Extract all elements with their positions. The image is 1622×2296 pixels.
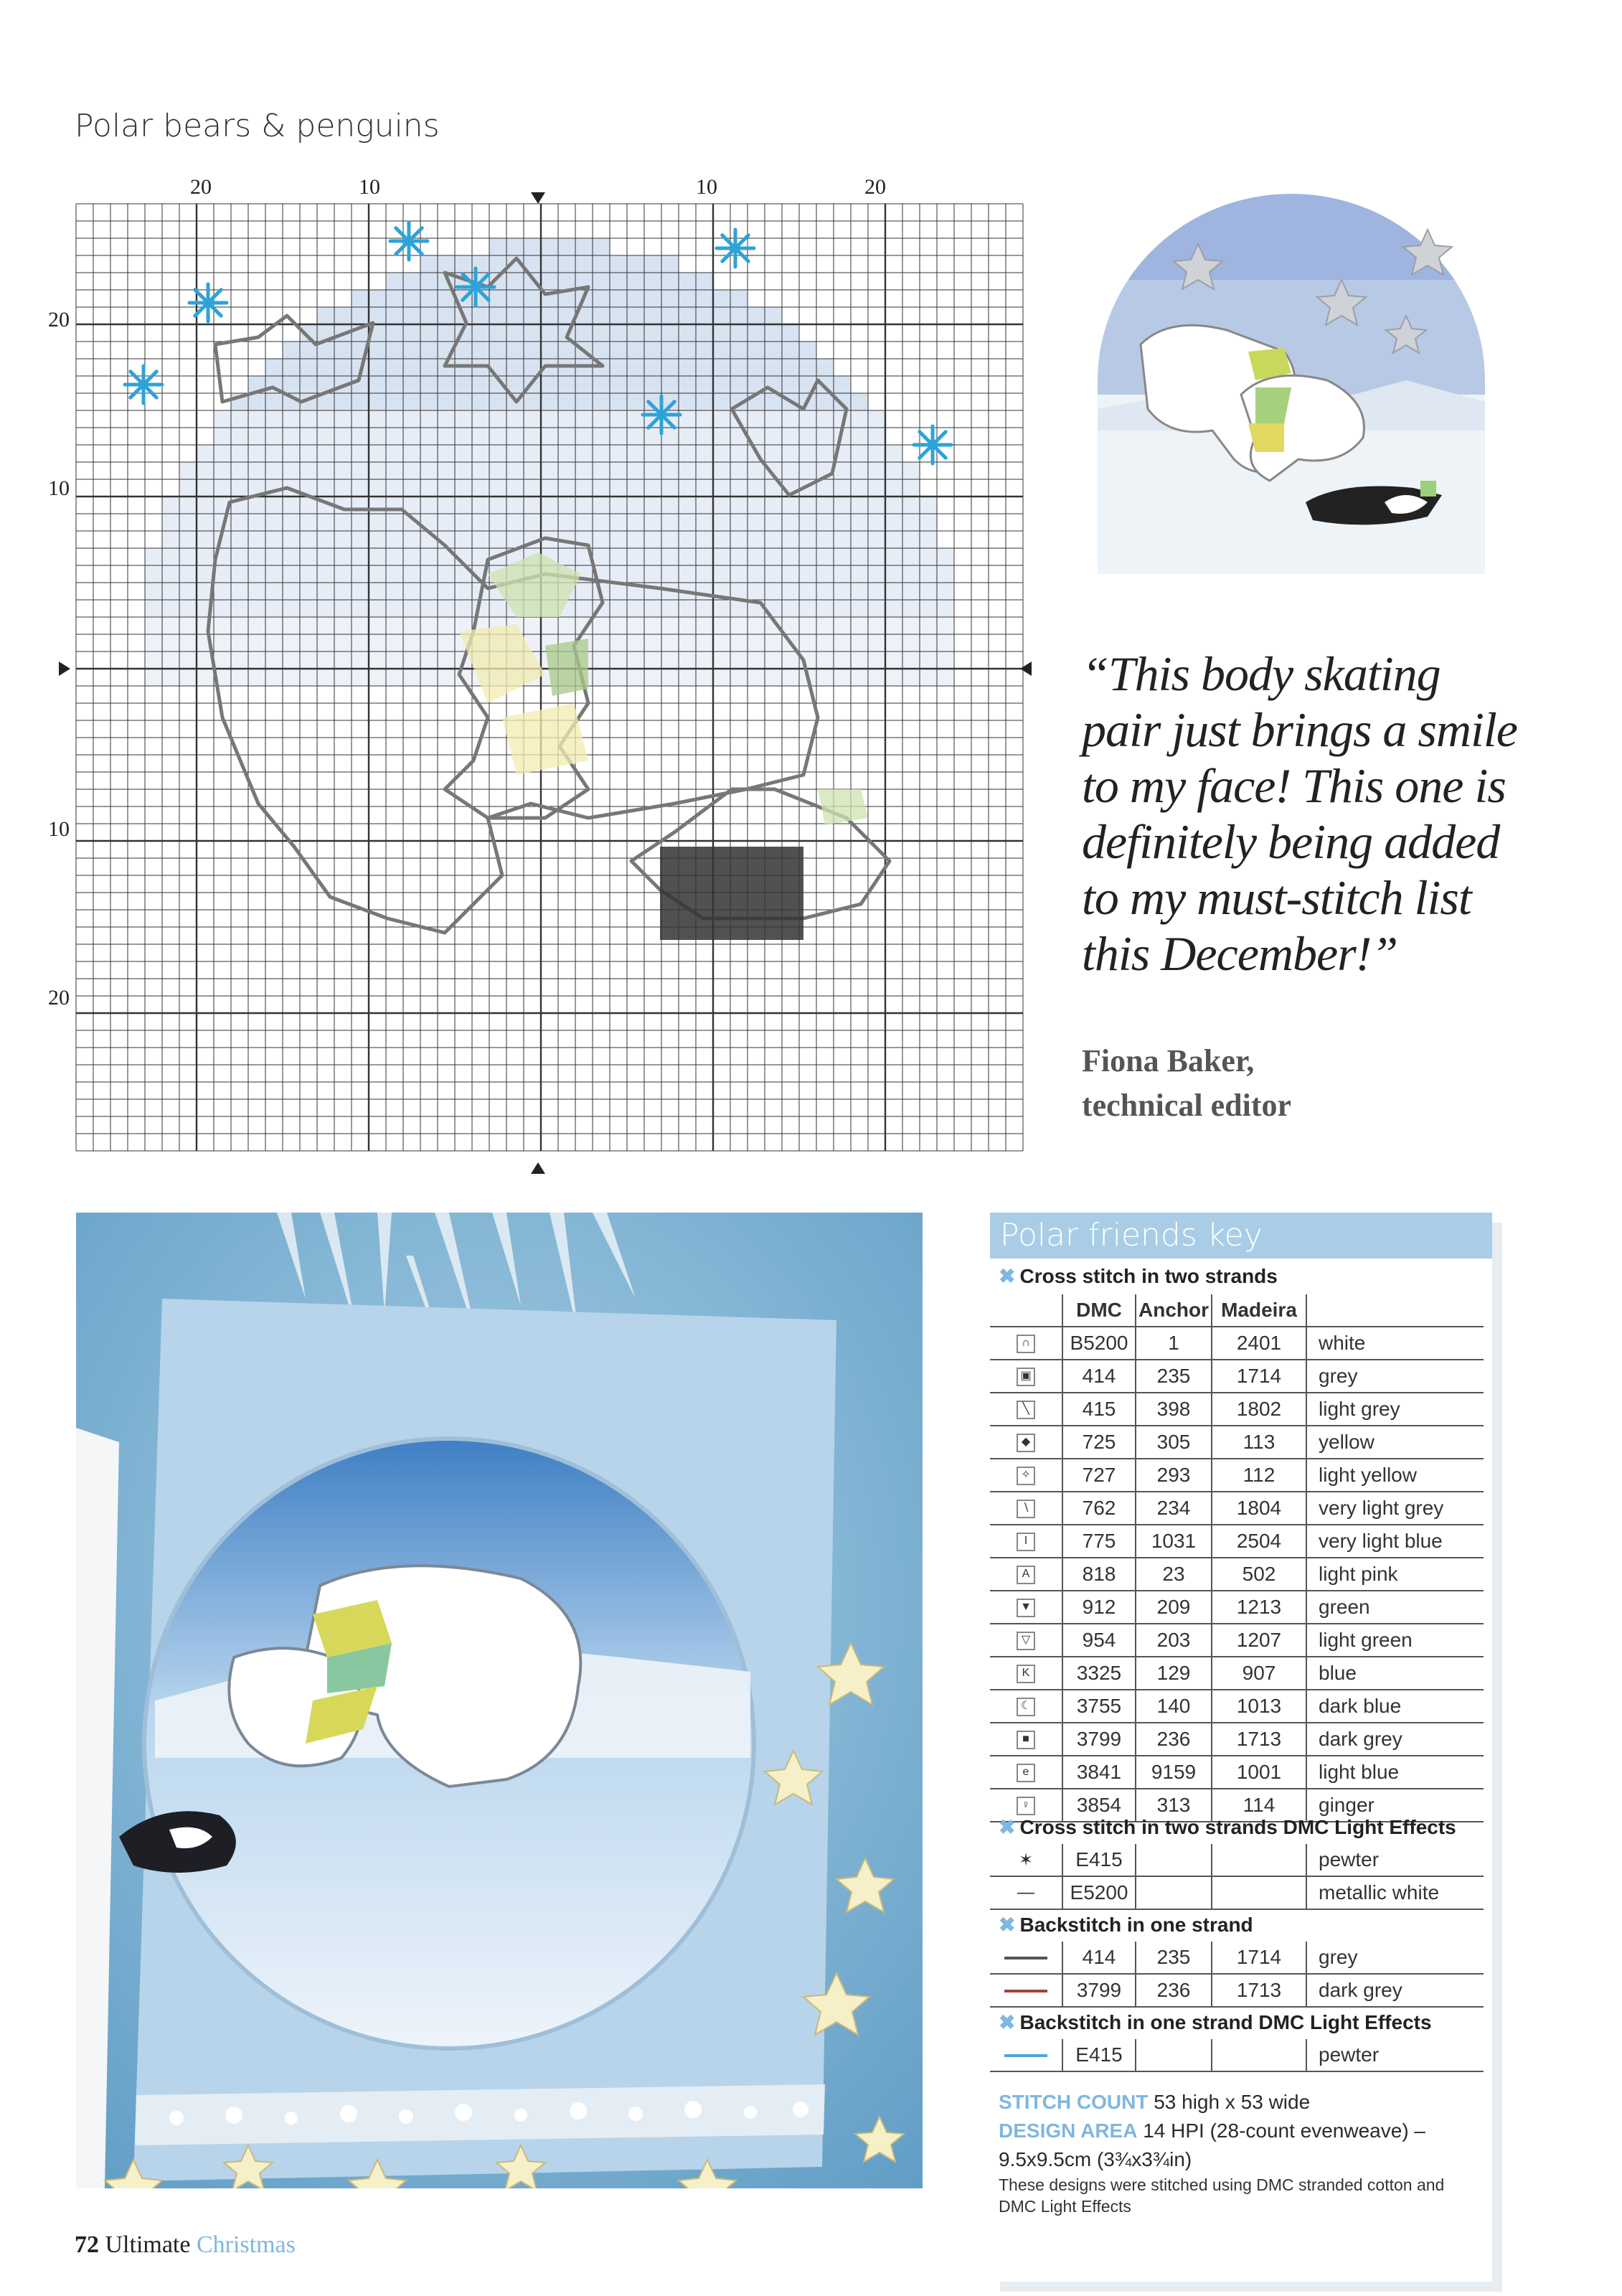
- page-footer: [75, 2231, 296, 2259]
- symbol-icon: ▣: [1017, 1368, 1035, 1386]
- dmc-code: 725: [1062, 1426, 1136, 1459]
- colour-name: blue: [1306, 1657, 1484, 1690]
- anchor-code: 9159: [1136, 1756, 1212, 1789]
- madeira-code: 2401: [1212, 1327, 1306, 1360]
- key-section-light-effects: [999, 1815, 1456, 1839]
- key-row: [990, 1426, 1484, 1459]
- colour-name: light grey: [1306, 1393, 1484, 1426]
- key-section-label: Cross stitch in two strands DMC Light Effects: [1019, 1816, 1456, 1838]
- key-row: [990, 1492, 1484, 1525]
- key-symbol: [990, 1723, 1062, 1756]
- key-table-backstitch-light-effects: [990, 2039, 1484, 2072]
- key-section-cross-stitch: [999, 1264, 1278, 1288]
- madeira-code: 1207: [1212, 1624, 1306, 1657]
- madeira-code: 907: [1212, 1657, 1306, 1690]
- key-title: Polar friends key: [990, 1213, 1492, 1258]
- colour-name: grey: [1306, 1942, 1484, 1974]
- anchor-code: [1136, 2039, 1212, 2071]
- anchor-code: 305: [1136, 1426, 1212, 1459]
- anchor-code: 293: [1136, 1459, 1212, 1492]
- symbol-icon: e: [1017, 1764, 1035, 1782]
- colour-name: pewter: [1306, 2039, 1484, 2071]
- key-section-backstitch: [999, 1913, 1253, 1937]
- anchor-code: 1031: [1136, 1525, 1212, 1558]
- colour-name: light yellow: [1306, 1459, 1484, 1492]
- colour-name: ginger: [1306, 1789, 1484, 1822]
- colour-name: light blue: [1306, 1756, 1484, 1789]
- cross-icon: ✖: [999, 1914, 1016, 1936]
- colour-name: light pink: [1306, 1558, 1484, 1591]
- left-label-10-bottom: 10: [48, 817, 70, 841]
- dmc-code: B5200: [1062, 1327, 1136, 1360]
- colour-name: dark grey: [1306, 1723, 1484, 1756]
- top-label-20-left: 20: [190, 175, 212, 199]
- key-symbol: [990, 1756, 1062, 1789]
- madeira-code: 1213: [1212, 1591, 1306, 1624]
- anchor-code: 203: [1136, 1624, 1212, 1657]
- key-row: [990, 1756, 1484, 1789]
- dmc-code: 818: [1062, 1558, 1136, 1591]
- dmc-code: E415: [1062, 1844, 1136, 1876]
- stitch-count-label: STITCH COUNT: [999, 2091, 1149, 2113]
- symbol-icon: ☾: [1017, 1698, 1035, 1716]
- key-section-label: Backstitch in one strand DMC Light Effects: [1019, 2011, 1432, 2033]
- key-row: [990, 1327, 1484, 1360]
- cross-icon: ✖: [999, 1265, 1016, 1287]
- cross-icon: ✖: [999, 1816, 1016, 1838]
- colour-name: dark blue: [1306, 1690, 1484, 1723]
- madeira-code: 1013: [1212, 1690, 1306, 1723]
- key-row: [990, 1558, 1484, 1591]
- chart-grid: [43, 172, 1047, 1191]
- key-section-label: Backstitch in one strand: [1019, 1914, 1253, 1936]
- page-number: 72: [75, 2231, 99, 2258]
- dmc-code: 3854: [1062, 1789, 1136, 1822]
- symbol-icon: A: [1017, 1566, 1035, 1584]
- anchor-code: 236: [1136, 1974, 1212, 2007]
- colour-name: grey: [1306, 1360, 1484, 1393]
- colour-name: very light grey: [1306, 1492, 1484, 1525]
- header-anchor: Anchor: [1136, 1294, 1212, 1327]
- quote-author-role: technical editor: [1082, 1088, 1292, 1123]
- key-symbol: [990, 1844, 1062, 1876]
- cross-icon: ✖: [999, 2011, 1016, 2033]
- madeira-code: 502: [1212, 1558, 1306, 1591]
- dmc-code: 3755: [1062, 1690, 1136, 1723]
- magazine-name: Ultimate: [105, 2231, 191, 2258]
- dmc-code: 3799: [1062, 1723, 1136, 1756]
- key-row: [990, 1844, 1484, 1876]
- anchor-code: 1: [1136, 1327, 1212, 1360]
- key-row: [990, 1974, 1484, 2007]
- key-row: [990, 1690, 1484, 1723]
- madeira-code: [1212, 1876, 1306, 1909]
- key-row: [990, 1393, 1484, 1426]
- key-symbol: [990, 1525, 1062, 1558]
- key-row: [990, 1657, 1484, 1690]
- left-label-20-bottom: 20: [48, 986, 70, 1010]
- key-row: [990, 1624, 1484, 1657]
- colour-name: pewter: [1306, 1844, 1484, 1876]
- anchor-code: 23: [1136, 1558, 1212, 1591]
- header-dmc: DMC: [1062, 1294, 1136, 1327]
- symbol-icon: ∩: [1017, 1335, 1035, 1353]
- madeira-code: 1804: [1212, 1492, 1306, 1525]
- symbol-icon: K: [1017, 1665, 1035, 1683]
- key-symbol: [990, 2039, 1062, 2071]
- madeira-code: 1713: [1212, 1723, 1306, 1756]
- cross-stitch-chart: [43, 172, 1047, 1191]
- magazine-brand: Christmas: [196, 2231, 296, 2258]
- madeira-code: 2504: [1212, 1525, 1306, 1558]
- dmc-code: 727: [1062, 1459, 1136, 1492]
- symbol-icon: ◆: [1017, 1434, 1035, 1452]
- madeira-code: 1714: [1212, 1360, 1306, 1393]
- madeira-code: 1713: [1212, 1974, 1306, 2007]
- anchor-code: [1136, 1876, 1212, 1909]
- dmc-code: 912: [1062, 1591, 1136, 1624]
- top-label-10-left: 10: [359, 175, 380, 199]
- key-row: [990, 1876, 1484, 1909]
- key-row: [990, 1360, 1484, 1393]
- madeira-code: 1714: [1212, 1942, 1306, 1974]
- madeira-code: 1802: [1212, 1393, 1306, 1426]
- colour-name: yellow: [1306, 1426, 1484, 1459]
- anchor-code: 129: [1136, 1657, 1212, 1690]
- anchor-code: 235: [1136, 1360, 1212, 1393]
- colour-name: very light blue: [1306, 1525, 1484, 1558]
- colour-name: dark grey: [1306, 1974, 1484, 2007]
- key-symbol: [990, 1974, 1062, 2007]
- anchor-code: 209: [1136, 1591, 1212, 1624]
- materials-note: These designs were stitched using DMC stranded cotton and DMC Light Effects: [999, 2175, 1445, 2216]
- key-symbol: [990, 1876, 1062, 1909]
- anchor-code: 236: [1136, 1723, 1212, 1756]
- key-symbol: [990, 1393, 1062, 1426]
- dmc-code: 3325: [1062, 1657, 1136, 1690]
- key-row: [990, 1591, 1484, 1624]
- dmc-code: 414: [1062, 1942, 1136, 1974]
- key-row: [990, 2039, 1484, 2071]
- dmc-code: 954: [1062, 1624, 1136, 1657]
- key-row: [990, 1459, 1484, 1492]
- madeira-code: [1212, 1844, 1306, 1876]
- key-section-label: Cross stitch in two strands: [1019, 1265, 1278, 1287]
- anchor-code: 234: [1136, 1492, 1212, 1525]
- colour-name: light green: [1306, 1624, 1484, 1657]
- dmc-code: 414: [1062, 1360, 1136, 1393]
- key-table-backstitch: [990, 1942, 1484, 2008]
- page-title: Polar bears & penguins: [75, 108, 440, 144]
- colour-name: green: [1306, 1591, 1484, 1624]
- backstitch-line-icon: [1004, 1990, 1047, 1992]
- key-symbol: [990, 1327, 1062, 1360]
- key-symbol: [990, 1558, 1062, 1591]
- symbol-icon: ♀: [1017, 1797, 1035, 1815]
- dmc-code: 3841: [1062, 1756, 1136, 1789]
- key-section-backstitch-light-effects: [999, 2010, 1432, 2034]
- top-label-20-right: 20: [864, 175, 886, 199]
- madeira-code: 113: [1212, 1426, 1306, 1459]
- key-symbol: [990, 1426, 1062, 1459]
- header-madeira: Madeira: [1212, 1294, 1306, 1327]
- key-symbol: [990, 1942, 1062, 1974]
- design-preview: [1069, 194, 1514, 574]
- key-row: [990, 1942, 1484, 1974]
- key-symbol: [990, 1690, 1062, 1723]
- key-symbol: [990, 1624, 1062, 1657]
- anchor-code: 140: [1136, 1690, 1212, 1723]
- dmc-code: E415: [1062, 2039, 1136, 2071]
- top-label-10-right: 10: [696, 175, 717, 199]
- design-area-value: 14 HPI (28-count evenweave) – 9.5x9.5cm (3¾x3¾in): [999, 2119, 1425, 2170]
- symbol-icon: ■: [1017, 1731, 1035, 1749]
- key-symbol: [990, 1492, 1062, 1525]
- key-symbol: [990, 1591, 1062, 1624]
- key-header-row: [990, 1294, 1484, 1327]
- symbol-icon: I: [1017, 1533, 1035, 1551]
- symbol-icon: ✶: [1018, 1850, 1034, 1870]
- left-label-10-top: 10: [48, 476, 70, 500]
- dmc-code: 415: [1062, 1393, 1136, 1426]
- stitch-count-value: 53 high x 53 wide: [1154, 2091, 1311, 2113]
- symbol-icon: ∖: [1017, 1500, 1035, 1518]
- madeira-code: 114: [1212, 1789, 1306, 1822]
- symbol-icon: ▽: [1017, 1632, 1035, 1650]
- madeira-code: [1212, 2039, 1306, 2071]
- madeira-code: 112: [1212, 1459, 1306, 1492]
- key-table-cross-stitch: [990, 1294, 1484, 1822]
- quote-author: Fiona Baker,: [1082, 1043, 1255, 1078]
- colour-name: white: [1306, 1327, 1484, 1360]
- left-label-20-top: 20: [48, 308, 70, 331]
- anchor-code: 313: [1136, 1789, 1212, 1822]
- dmc-code: 775: [1062, 1525, 1136, 1558]
- dmc-code: 3799: [1062, 1974, 1136, 2007]
- backstitch-line-icon: [1004, 1957, 1047, 1959]
- backstitch-line-icon: [1004, 2054, 1047, 2057]
- key-table-light-effects: [990, 1844, 1484, 1910]
- anchor-code: 398: [1136, 1393, 1212, 1426]
- key-symbol: [990, 1360, 1062, 1393]
- thread-key: [990, 1213, 1492, 2282]
- stitched-card-photo: [76, 1213, 923, 2188]
- key-row: [990, 1723, 1484, 1756]
- dmc-code: E5200: [1062, 1876, 1136, 1909]
- madeira-code: 1001: [1212, 1756, 1306, 1789]
- colour-name: metallic white: [1306, 1876, 1484, 1909]
- symbol-icon: ✧: [1017, 1467, 1035, 1485]
- symbol-icon: ▼: [1017, 1599, 1035, 1617]
- stitch-info: [999, 2088, 1486, 2174]
- key-symbol: [990, 1459, 1062, 1492]
- dmc-code: 762: [1062, 1492, 1136, 1525]
- symbol-icon: —: [1017, 1883, 1034, 1902]
- editor-quote: “This body skating pair just brings a smile to my face! This one is definitely being added to my must-stitch list this December!”: [1082, 646, 1517, 981]
- symbol-icon: ╲: [1017, 1401, 1035, 1419]
- anchor-code: 235: [1136, 1942, 1212, 1974]
- design-area-label: DESIGN AREA: [999, 2119, 1138, 2142]
- key-symbol: [990, 1657, 1062, 1690]
- key-row: [990, 1525, 1484, 1558]
- quote-attribution: [1082, 1039, 1291, 1128]
- anchor-code: [1136, 1844, 1212, 1876]
